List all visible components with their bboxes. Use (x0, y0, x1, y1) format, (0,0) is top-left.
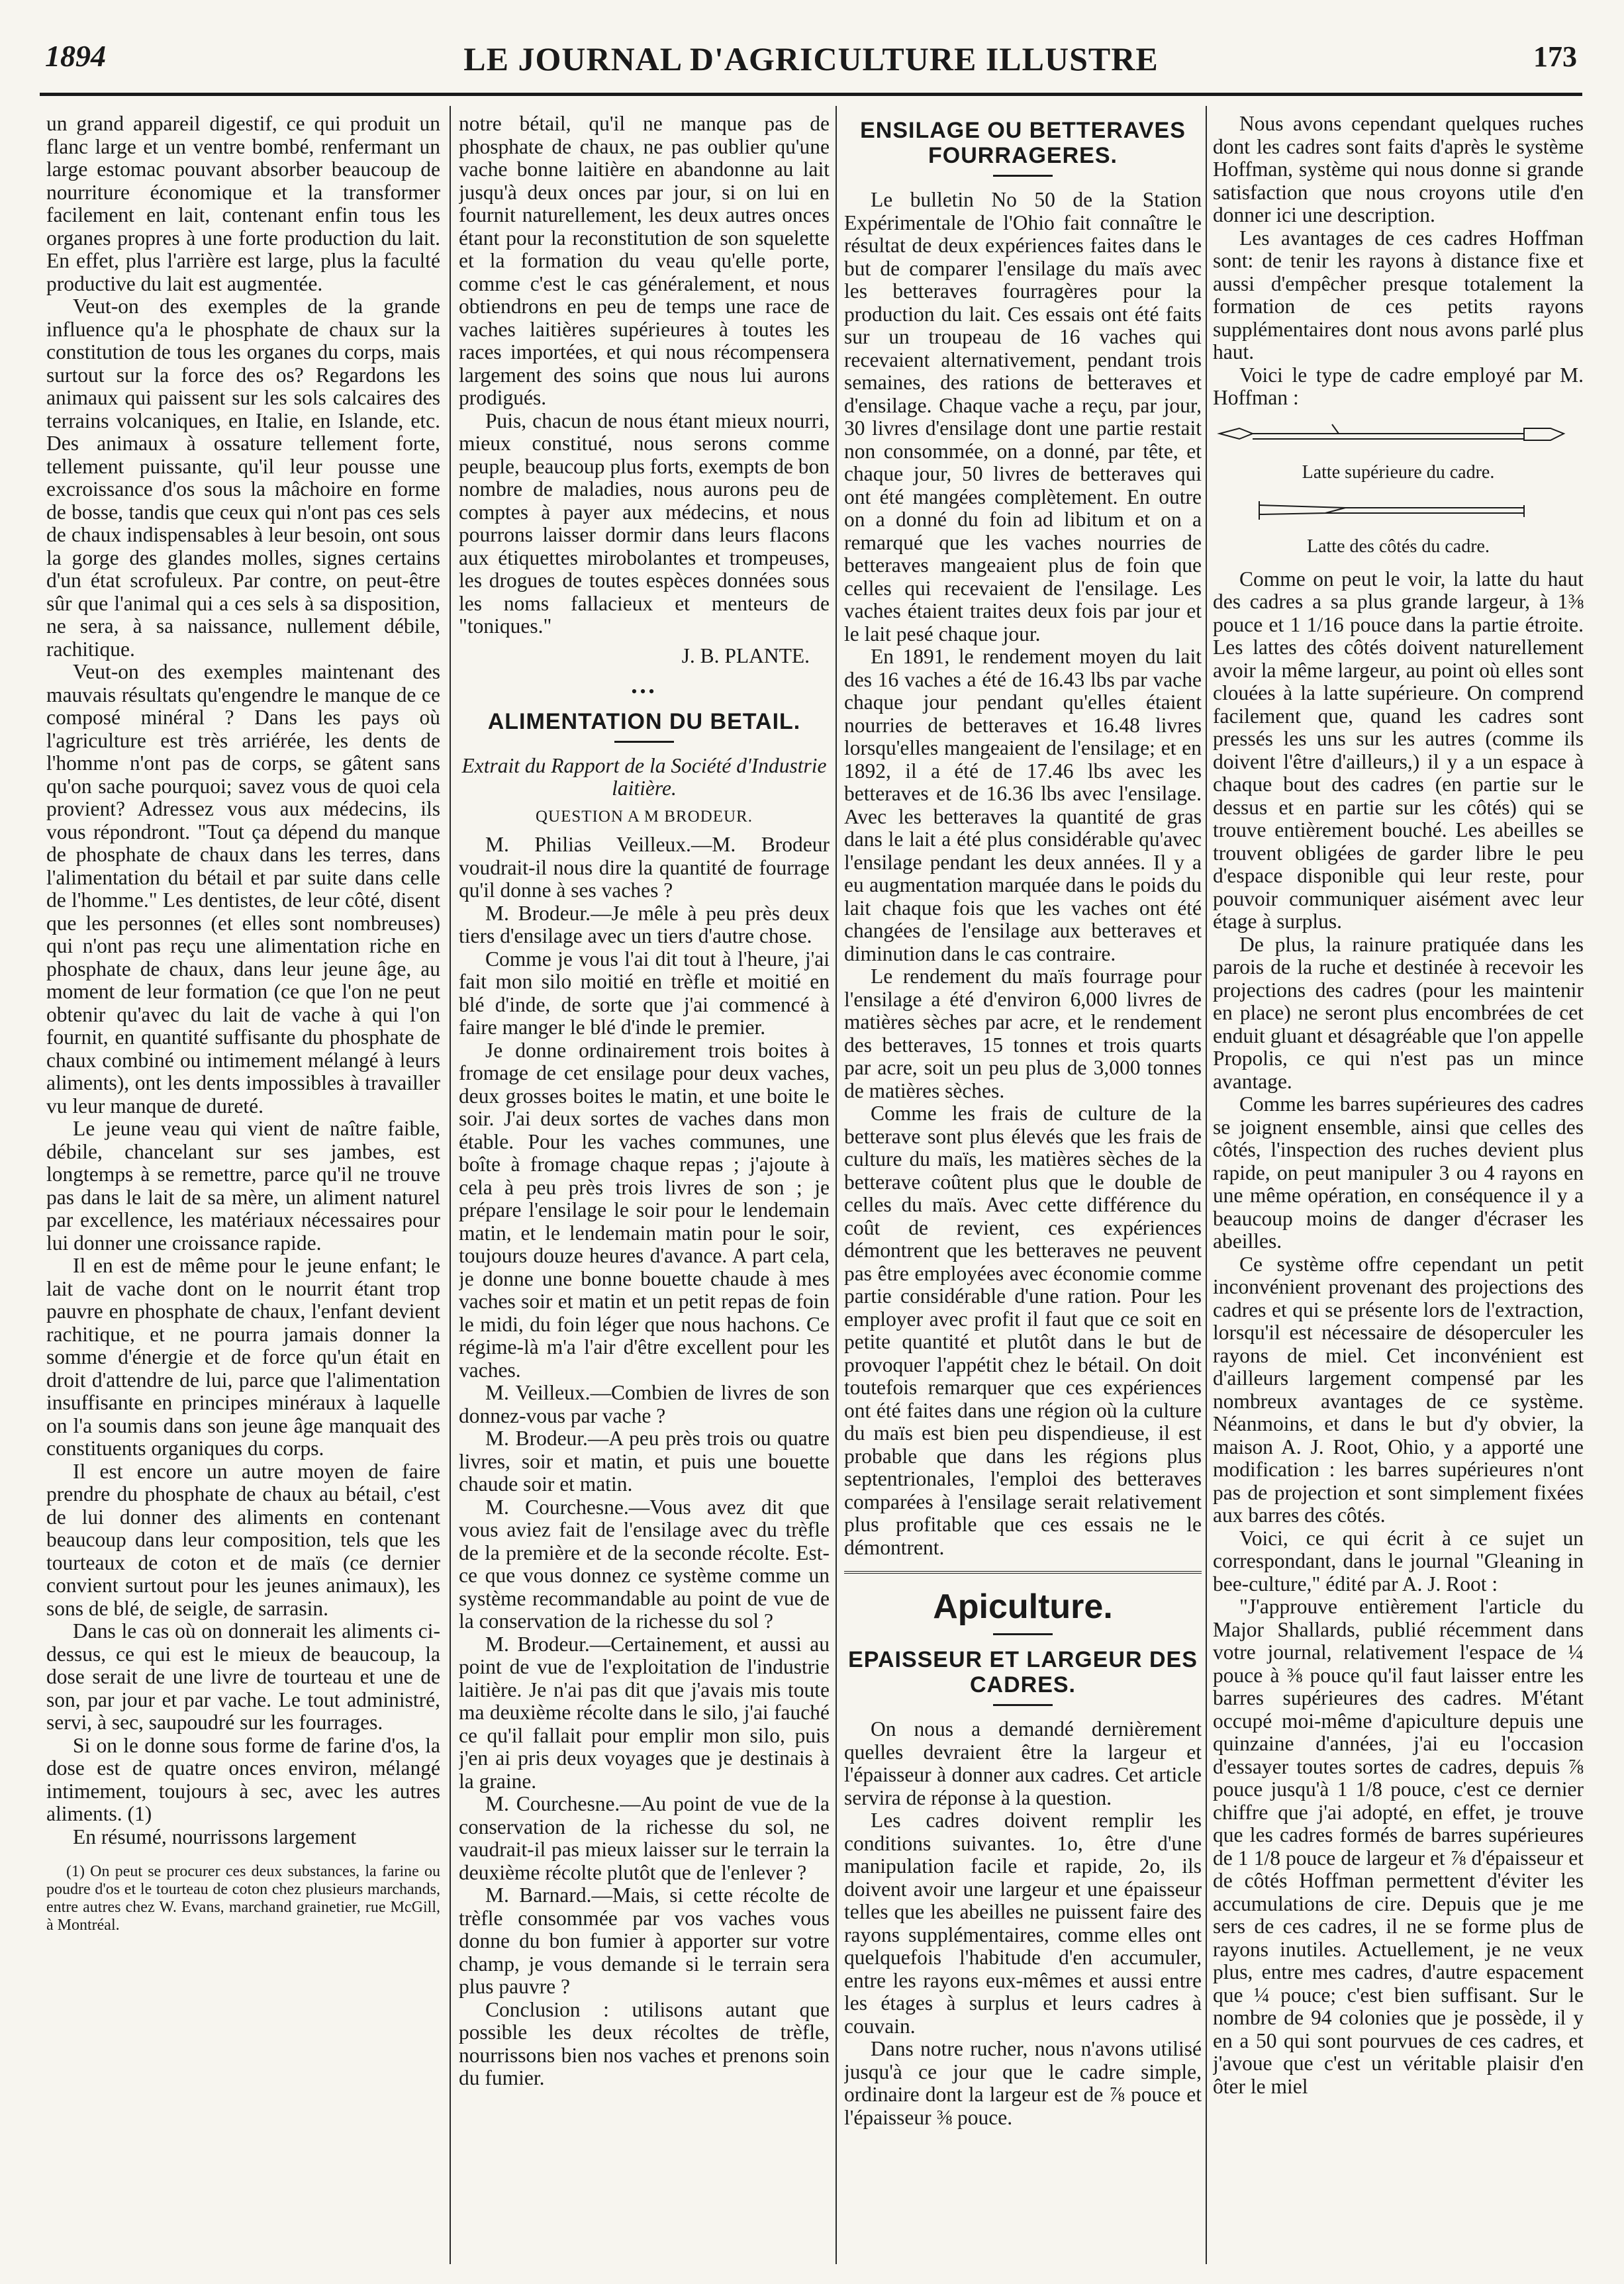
column-1 (46, 113, 440, 2264)
column-rule (450, 106, 451, 2264)
paragraph: On nous a demandé dernièrement quelles devraient être la largeur et l'épaisseur à donner aux cadres. Cet article servira de réponse à la question. (844, 1717, 1202, 1809)
column-2 (459, 113, 830, 2264)
paragraph: M. Veilleux.—Combien de livres de son donnez-vous par vache ? (459, 1381, 830, 1427)
article-heading: EPAISSEUR ET LARGEUR DES CADRES. (848, 1647, 1198, 1697)
paragraph: Le rendement du maïs fourrage pour l'ensilage a été d'environ 6,000 livres de matières sèches par acre, et le rendement des betteraves, 15 tonnes et trois quarts par acre, soit un peu plus de 3,000 tonnes de matières sèches. (844, 965, 1202, 1102)
section-title: Apiculture. (933, 1588, 1113, 1626)
article-heading: ALIMENTATION DU BETAIL. (487, 708, 801, 734)
paragraph: Les avantages de ces cadres Hoffman sont: de tenir les rayons à distance fixe et aussi d'empêcher presque totalement la formation de ces petits rayons supplémentaires dont nous avons parlé plus haut. (1213, 226, 1584, 363)
paragraph: Je donne ordinairement trois boites à fromage de cet ensilage pour deux vaches, deux grosses boites le matin, et une boite le soir. J'ai deux sortes de vaches dans mon étable. Pour les vaches communes, une boîte à fromage chaque repas ; j'ajoute à cela à peu près trois livres de son ; je prépare l'ensilage le soir pour le lendemain matin, et le lendemain matin pour le soir, toujours douze heures d'avance. A part cela, je donne une bonne bouette chaude à mes vaches soir et matin et un petit repas de foin le midi, du foin léger que nous hachons. Ce régime-là m'a l'air d'être excellent pour les vaches. (459, 1038, 830, 1382)
side-bar-illustration (1213, 493, 1584, 532)
column-rule (1206, 106, 1207, 2264)
short-rule (993, 175, 1053, 177)
paragraph: Il en est de même pour le jeune enfant; le lait de vache dont on le nourrit étant trop pauvre en phosphate de chaux, l'enfant devient rachitique, et ne pourra jamais donner la somme d'énergie et de force qu'un était en droit d'attendre de lui, parce que l'alimentation insuffisante en principes minéraux à laquelle on l'a soumis dans son jeune âge manquait des constituents organiques du corps. (46, 1254, 440, 1460)
paragraph: En 1891, le rendement moyen du lait des 16 vaches a été de 16.43 lbs par vache chaque jour pendant qu'elles étaient nourries de betteraves et 16.48 livres lorsqu'elles mangeaient de l'ensilage; et en 1892, il a été de 17.46 lbs avec les betteraves et de 16.36 lbs avec l'ensilage. Avec les betteraves la quantité de gras dans le lait a été plus considérable qu'avec l'ensilage pendant les deux années. Il y a eu augmentation marquée dans le poids du lait chaque fois que les vaches ont été changées de l'ensilage aux betteraves et diminution dans le cas contraire. (844, 645, 1202, 965)
short-rule (614, 741, 674, 743)
top-bar-figure (1213, 419, 1584, 457)
paragraph: Les cadres doivent remplir les conditions suivantes. 1o, être d'une manipulation facile et rapide, 2o, ils doivent avoir une largeur et une épaisseur telles que les abeilles ne puissent faire des rayons supplémentaires, comme elles ont quelquefois l'habitude d'en accumuler, entre les rayons eux-mêmes et aussi entre les étages à surplus et leurs cadres à couvain. (844, 1809, 1202, 2038)
short-rule (993, 1704, 1053, 1706)
paragraph: "J'approuve entièrement l'article du Major Shallards, publié récemment dans votre journal, relativement l'espace de ¼ pouce à ⅜ pouce qu'il faut laisser entre les barres supérieures des cadres. M'étant occupé moi-même d'apiculture depuis une quinzaine d'années, j'ai eu l'occasion d'essayer toutes sortes de cadres, depuis ⅞ pouce jusqu'à 1 1/8 pouce, c'est ce dernier chiffre que j'ai adopté, en effet, je trouve que les cadres formés de barres supérieures de 1 1/8 pouce de largeur et ⅞ d'épaisseur et de côtés Hoffman permettent d'éviter les accumulations de cire. Depuis que je me sers de ces cadres, il ne se forme plus de rayons inutiles. Actuellement, je ne veux plus, entre mes cadres, d'autre espacement que ¼ pouce; c'est bien suffisant. Sur le nombre de 94 colonies que je possède, il y en a 50 qui sont pourvues de ces cadres, et j'avoue que c'est un véritable plaisir d'en ôter le miel (1213, 1595, 1584, 2098)
paragraph: Veut-on des exemples maintenant des mauvais résultats qu'engendre le manque de ce composé minéral ? Dans les pays où l'agriculture est très arriérée, les dents de l'homme n'ont pas de corps, se gâtent sans qu'on sache pourquoi; savez vous de quoi cela provient? Adressez vous aux médecins, ils vous répondront. "Tout ça dépend du manque de phosphate de chaux dans les terres, dans l'alimentation du bétail et par suite dans celle de l'homme." Les dentistes, de leur côté, disent que les personnes (et elles sont nombreuses) qui n'ont pas reçu une alimentation riche en phosphate de chaux, dans leur jeune âge, au moment de leur formation (ce que l'on ne peut obtenir qu'avec du lait de vache à qui l'on fournit, en quantité suffisante du phosphate de chaux combiné ou intimement mélangé à leurs aliments), ont les dents impossibles à travailler vu leur manque de dureté. (46, 660, 440, 1118)
column-4 (1213, 113, 1584, 2264)
paragraph: En résumé, nourrissons largement (73, 1825, 357, 1848)
journal-title: LE JOURNAL D'AGRICULTURE ILLUSTRE (463, 40, 1159, 77)
ornament-divider: ••• (631, 682, 657, 701)
side-bar-figure (1213, 493, 1584, 532)
paragraph: Veut-on des exemples de la grande influence qu'a le phosphate de chaux sur la constitution de tous les organes du corps, mais surtout sur la force des os? Regardons les animaux qui paissent sur les sols calcaires des terrains volcaniques, en Italie, en Islande, etc. Des animaux à ossature tellement forte, tellement puissante, qu'il leur pousse une excroissance d'os sous la mâchoire en forme de bosse, tandis que ceux qui n'ont pas ces sels de chaux indispensables à leur besoin, ont sous la gorge des glandes molles, signes certains d'un état scrofuleux. Par contre, on peut-être sûr que l'animal qui a ces sels à sa disposition, ne sera, à sa naissance, nullement débile, rachitique. (46, 295, 440, 661)
paragraph: Conclusion : utilisons autant que possible les deux récoltes de trèfle, nourrissons bien nos vaches et prenons soin du fumier. (459, 1997, 830, 2089)
paragraph: notre bétail, qu'il ne manque pas de phosphate de chaux, ne pas oublier qu'une vache bonne laitière en abandonne au lait jusqu'à deux onces par jour, si on lui en fournit naturellement, les deux autres onces étant pour la reconstitution de son squelette et la formation du veau qu'elle porte, comme c'est le cas généralement, et nous obtiendrons en peu de temps une race de vaches laitières supérieures à toutes les races importées, et qui nous récompensera largement des soins que nous lui aurons prodigués. (459, 113, 830, 409)
paragraph: M. Barnard.—Mais, si cette récolte de trèfle consommée par vos vaches vous donne du bon fumier à apporter sur votre champ, je vous demande si le terrain sera plus pauvre ? (459, 1883, 830, 1998)
paragraph: M. Philias Veilleux.—M. Brodeur voudrait-il nous dire la quantité de fourrage qu'il donne à ses vaches ? (459, 833, 830, 902)
paragraph: Comme les frais de culture de la betterave sont plus élevés que les frais de culture du maïs, les matières sèches de la betterave coûtent plus que le double de celles du maïs. Avec cette différence du coût de revient, ces expériences démontrent que les betteraves ne peuvent pas être employées avec économie comme partie considérable d'une ration. Pour les employer avec profit il faut que ce soit en petite quantité et plutôt dans le but de provoquer l'appétit chez le bétail. On doit toutefois remarquer que ces expériences ont été faites dans une région où la culture du maïs est bien peu dispendieuse, il est probable que dans les régions plus septentrionales, l'emploi des betteraves comparées à l'ensilage serait relativement plus profitable que ces essais ne le démontrent. (844, 1102, 1202, 1559)
paragraph: Voici, ce qui écrit à ce sujet un correspondant, dans le journal "Gleaning in bee-culture," édité par A. J. Root : (1213, 1526, 1584, 1595)
footnote: (1) On peut se procurer ces deux substances, la farine ou poudre d'os et le tourteau de coton chez plusieurs marchands, entre autres chez W. Evans, marchand grainetier, rue McGill, à Montréal. (46, 1863, 440, 1934)
figure-caption: Latte supérieure du cadre. (1302, 461, 1495, 483)
paragraph: M. Courchesne.—Vous avez dit que vous aviez fait de l'ensilage avec du trèfle de la première et de la seconde récolte. Est-ce que vous donnez ce système comme un système recommandable au point de vue de la conservation de la richesse du sol ? (459, 1495, 830, 1633)
paragraph: Le jeune veau qui vient de naître faible, débile, chancelant sur ses jambes, est longtemps à se remettre, parce qu'il ne trouve pas dans le lait de sa mère, un aliment naturel par excellence, les matériaux nécessaires pour lui donner une croissance rapide. (46, 1117, 440, 1255)
paragraph: Puis, chacun de nous étant mieux nourri, mieux constitué, nous serons comme peuple, beaucoup plus forts, exempts de bon nombre de maladies, nous aurons peu de comptes à payer aux médecins, et nous pourrons laisser dormir dans leurs flacons aux étiquettes mirobolantes et trompeuses, les drogues de toutes espèces données sous les noms fallacieux et menteurs de "toniques." (459, 408, 830, 638)
section-divider (844, 1571, 1202, 1574)
paragraph: Le bulletin No 50 de la Station Expérimentale de l'Ohio fait connaître le résultat de deux expériences faites dans le but de comparer l'ensilage du maïs avec les betteraves fourragères pour la production du lait. Ces essais ont été faits sur un troupeau de 16 vaches qui recevaient alternativement, pendant trois semaines, des rations de betteraves et d'ensilage. Chaque vache a reçu, par jour, 30 livres d'ensilage dont une partie restait non consommée, on a donné, par tête, et chaque jour, 50 livres de betteraves qui ont été mangées complètement. En outre on a donné du foin ad libitum et on a remarqué que les vaches nourries de betteraves mangeaient plus de foin que celles qui recevaient de l'ensilage. Les vaches étaient traites deux fois par jour et le lait pesé chaque jour. (844, 188, 1202, 645)
paragraph: Nous avons cependant quelques ruches dont les cadres sont faits d'après le système Hoffman, système qui nous donne si grande satisfaction que nous croyons utile d'en donner ici une description. (1213, 113, 1584, 226)
column-3 (844, 113, 1202, 2264)
column-rule (836, 106, 837, 2264)
short-rule (993, 1633, 1053, 1635)
paragraph: M. Brodeur.—A peu près trois ou quatre livres, soir et matin, et puis une bouette chaude soir et matin. (459, 1427, 830, 1496)
paragraph: Si on le donne sous forme de farine d'os, la dose est de quatre onces environ, mélangé intimement, toujours à sec, avec les autres aliments. (1) (46, 1733, 440, 1825)
article-heading: ENSILAGE OU BETTERAVES FOURRAGERES. (860, 118, 1186, 168)
paragraph: M. Brodeur.—Certainement, et aussi au point de vue de l'exploitation de l'industrie laitière. Je n'ai pas dit que j'avais mis toute ma deuxième récolte dans le silo, j'ai fauché ce qu'il fallait pour emplir mon silo, puis j'en ai pris deux voyages que je destinais à la graine. (459, 1632, 830, 1793)
paragraph: Voici le type de cadre employé par M. Hoffman : (1213, 363, 1584, 409)
page-number: 173 (1533, 40, 1577, 73)
paragraph: Comme on peut le voir, la latte du haut des cadres a sa plus grande largeur, à 1⅜ pouce et 1 1/16 pouce dans la partie étroite. Les lattes des côtés doivent naturellement avoir la même largeur, au point où elles sont clouées à la latte supérieure. On comprend facilement que, quand les cadres sont pressés les uns sur les autres (comme ils doivent l'être d'ailleurs,) il y a un espace à chaque bout des cadres (en partie sur le dessus et en partie sur les côtés) qui se trouve entièrement bouché. Les abeilles se trouvent obligées de garder libre le peu d'espace disponible qui leur reste, pour pouvoir communiquer aisément avec leur étage à surplus. (1213, 567, 1584, 933)
question-heading: QUESTION A M BRODEUR. (536, 807, 753, 826)
paragraph: Ce système offre cependant un petit inconvénient provenant des projections des cadres et qui se présente lors de l'extraction, lorsqu'il est nécessaire de désoperculer les rayons de miel. Cet inconvénient est d'ailleurs largement compensé par les nombreux avantages de ce système. Néanmoins, et dans le but d'y obvier, la maison A. J. Root, Ohio, y a apporté une modification : les barres supérieures n'ont pas de projection et sont simplement fixées aux barres des côtés. (1213, 1252, 1584, 1527)
paragraph: De plus, la rainure pratiquée dans les parois de la ruche et destinée à recevoir les projections des cadres (pour les maintenir en place) ne seront plus encombrées de cet enduit gluant et désagréable que l'on appelle Propolis, ce qui n'est pas un mince avantage. (1213, 932, 1584, 1093)
top-bar-illustration (1213, 419, 1584, 457)
paragraph: un grand appareil digestif, ce qui produit un flanc large et un ventre bombé, renfermant un large estomac pouvant absorber beaucoup de nourriture économique et la transformer facilement en lait, contenant enfin tous les organes propres à une forte production du lait. En effet, plus l'arrière est large, plus la faculté productive du lait est augmentée. (46, 113, 440, 295)
paragraph: Il est encore un autre moyen de faire prendre du phosphate de chaux au bétail, c'est de lui donner des aliments en contenant beaucoup dans leur composition, tels que les tourteaux de coton et de maïs (ce dernier convient surtout pour les jeunes animaux), les sons de blé, de seigle, de sarrasin. (46, 1459, 440, 1620)
figure-caption: Latte des côtés du cadre. (1307, 536, 1490, 557)
paragraph: Dans le cas où on donnerait les aliments ci-dessus, ce qui est le mieux de beaucoup, la dose serait de une livre de tourteau et une de son, par jour et par vache. Le tout administré, servi, à sec, saupoudré sur les fourrages. (46, 1619, 440, 1734)
header-year: 1894 (45, 39, 106, 73)
paragraph: M. Brodeur.—Je mêle à peu près deux tiers d'ensilage avec un tiers d'autre chose. (459, 901, 830, 947)
paragraph: Comme les barres supérieures des cadres se joignent ensemble, ainsi que celles des côtés, l'inspection des ruches devient plus rapide, on peut manipuler 3 ou 4 rayons en une même opération, en conséquence il y a beaucoup moins de danger d'écraser les abeilles. (1213, 1092, 1584, 1253)
paragraph: Comme je vous l'ai dit tout à l'heure, j'ai fait mon silo moitié en trèfle et moitié en blé d'inde, de sorte que j'ai commencé à faire manger le blé d'inde le premier. (459, 947, 830, 1039)
paragraph: M. Courchesne.—Au point de vue de la conservation de la richesse du sol, ne vaudrait-il pas mieux laisser sur le terrain la deuxième récolte plutôt que de l'enlever ? (459, 1792, 830, 1884)
page-header (40, 26, 1582, 96)
article-subtitle: Extrait du Rapport de la Société d'Industrie laitière. (461, 753, 827, 800)
paragraph: Dans notre rucher, nous n'avons utilisé jusqu'à ce jour que le cadre simple, ordinaire dont la largeur est de ⅞ pouce et l'épaisseur ⅜ pouce. (844, 2037, 1202, 2129)
author-signature: J. B. PLANTE. (681, 643, 810, 667)
